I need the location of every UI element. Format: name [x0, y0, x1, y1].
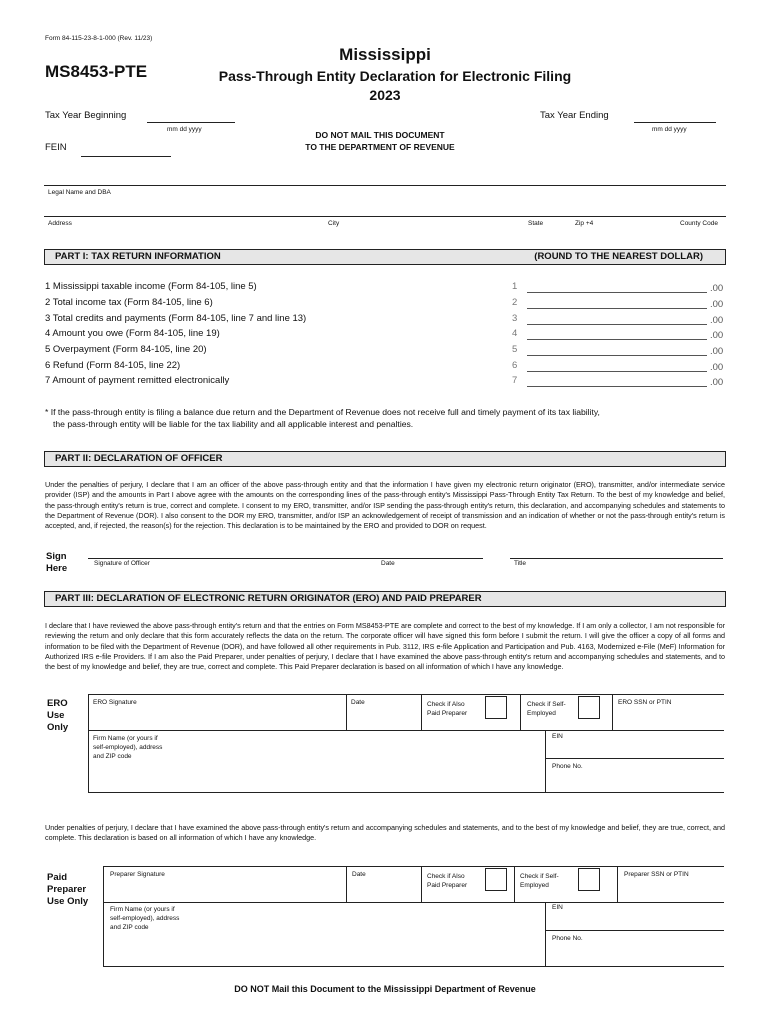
- preparer-declaration-text: Under penalties of perjury, I declare that I have examined the above pass-through entity's return and accompanying schedules and statements, and to the best of my knowledge and belief, they are true, correct, and complete. This declaration is based on all information of which I have any knowledge.: [45, 823, 725, 843]
- cents: .00: [710, 377, 724, 388]
- round-note: (ROUND TO THE NEAREST DOLLAR): [534, 251, 703, 262]
- state-title: Mississippi: [339, 45, 431, 64]
- line-number: 4: [512, 328, 518, 339]
- officer-signature-label: Signature of Officer: [94, 560, 150, 567]
- city-label: City: [328, 220, 340, 227]
- preparer-side-label-1: Paid: [47, 872, 68, 883]
- preparer-divider: [346, 866, 347, 902]
- ero-check-self-label-2: Employed: [527, 710, 556, 717]
- preparer-box-bottom: [103, 966, 724, 967]
- cents: .00: [710, 346, 724, 357]
- ero-also-paid-preparer-checkbox[interactable]: [485, 696, 507, 719]
- preparer-box-left: [103, 866, 104, 966]
- line-number: 6: [512, 360, 518, 371]
- line-number: 1: [512, 281, 518, 292]
- form-code: MS8453-PTE: [45, 62, 148, 81]
- line-label: 3 Total credits and payments (Form 84-105, line 7 and line 13): [45, 313, 307, 324]
- officer-signature-field[interactable]: [88, 558, 483, 559]
- ero-box-left: [88, 694, 89, 792]
- state-label: State: [528, 220, 544, 227]
- notice-line-2: TO THE DEPARTMENT OF REVENUE: [305, 142, 455, 152]
- ero-self-employed-checkbox[interactable]: [578, 696, 600, 719]
- preparer-phone-label: Phone No.: [552, 935, 583, 942]
- preparer-firm-label-1: Firm Name (or yours if: [110, 906, 175, 913]
- preparer-firm-label-3: and ZIP code: [110, 924, 149, 931]
- preparer-check-paid-label-2: Paid Preparer: [427, 882, 468, 889]
- ero-signature-label: ERO Signature: [93, 699, 137, 706]
- ero-declaration-text: I declare that I have reviewed the above pass-through entity's return and that the entries on Form MS8453-PTE are complete and correct to the best of my knowledge. If I am only a collector, I am not responsible for reviewing the return and only declare that this form accurately reflects the data on the return. The corporate officer will have signed this form before I submit the return. I will give the officer a copy of all forms and information to be filed with the Department of Revenue (DOR), and have followed all other requirements in Pub. 3112, IRS e-file Application and Participation and Pub. 4163, Modernized e-File (MeF) Information for Authorized IRS e-file Providers. If I am also the Paid Preparer, under penalties of perjury, I declare that I have examined the above pass-through entity's return and accompanying schedules and statements, and to the best of my knowledge and belief, they are true, correct and complete. This Paid Preparer declaration is based on all information of which I have any knowledge.: [45, 621, 725, 672]
- ero-date-label: Date: [351, 699, 365, 706]
- preparer-self-employed-checkbox[interactable]: [578, 868, 600, 891]
- line-label: 4 Amount you owe (Form 84-105, line 19): [45, 328, 220, 339]
- preparer-check-self-label-1: Check if Self-: [520, 873, 559, 880]
- form-number: Form 84-115-23-8-1-000 (Rev. 11/23): [45, 35, 153, 42]
- line-label: 1 Mississippi taxable income (Form 84-105, line 5): [45, 281, 257, 292]
- preparer-box-top: [103, 866, 724, 867]
- preparer-also-paid-checkbox[interactable]: [485, 868, 507, 891]
- part3-title: PART III: DECLARATION OF ELECTRONIC RETURN ORIGINATOR (ERO) AND PAID PREPARER: [55, 593, 482, 604]
- balance-due-note-1: * If the pass-through entity is filing a balance due return and the Department of Revenue does not receive full and timely payment of its tax liability,: [45, 407, 600, 417]
- tax-year-ending-label: Tax Year Ending: [540, 110, 609, 121]
- preparer-firm-label-2: self-employed), address: [110, 915, 180, 922]
- cents: .00: [710, 362, 724, 373]
- line-number: 3: [512, 313, 518, 324]
- preparer-ssn-label: Preparer SSN or PTIN: [624, 871, 689, 878]
- part2-title: PART II: DECLARATION OF OFFICER: [55, 453, 223, 464]
- county-label: County Code: [680, 220, 718, 227]
- line-label: 7 Amount of payment remitted electronically: [45, 375, 230, 386]
- ero-row-divider: [545, 758, 724, 759]
- tax-year: 2023: [369, 87, 401, 103]
- zip-label: Zip +4: [575, 220, 594, 227]
- ero-divider: [612, 694, 613, 730]
- fein-label: FEIN: [45, 142, 67, 153]
- officer-title-label: Title: [514, 560, 527, 567]
- fein-field[interactable]: [81, 156, 171, 157]
- ero-check-self-label-1: Check if Self-: [527, 701, 566, 708]
- part1-title: PART I: TAX RETURN INFORMATION: [55, 251, 221, 262]
- part3-header: [44, 591, 726, 607]
- preparer-signature-label: Preparer Signature: [110, 871, 165, 878]
- sign-label: Sign: [46, 551, 67, 562]
- cents: .00: [710, 330, 724, 341]
- preparer-row-divider: [545, 930, 724, 931]
- line-label: 2 Total income tax (Form 84-105, line 6): [45, 297, 213, 308]
- cents: .00: [710, 283, 724, 294]
- tax-year-beginning-label: Tax Year Beginning: [45, 110, 127, 121]
- preparer-date-label: Date: [352, 871, 366, 878]
- form-title: Pass-Through Entity Declaration for Electronic Filing: [218, 68, 572, 84]
- ero-box-bottom: [88, 792, 724, 793]
- amount-field[interactable]: [527, 292, 707, 293]
- tax-year-beginning-field[interactable]: [147, 122, 235, 123]
- ero-ssn-label: ERO SSN or PTIN: [618, 699, 672, 706]
- officer-declaration-text: Under the penalties of perjury, I declare that I am an officer of the above pass-through entity and that the information I have given my electronic return originator (ERO), transmitter, and/or intermediate service provider (ISP) and the amounts in Part I above agree with the amounts on the corresponding lines of the pass-through entity's Mississippi Pass-Through Entity Tax Return. To the best of my knowledge and belief, the pass-through entity's return is true, correct and complete. I consent to my ERO, transmitter, and/or ISP sending the pass-through entity's return, this declaration, and accompanying schedules and statements to the Department of Revenue (DOR). I also consent to the DOR my ERO, transmitter, and/or ISP an acknowledgement of receipt of transmission and an indication of whether or not the pass-through entity's return is accepted, and, if rejected, the reason(s) for the rejection. This declaration is to be maintained by the ERO and provided to DOR on request.: [45, 480, 725, 531]
- legal-name-field[interactable]: [44, 185, 726, 186]
- ero-check-paid-label-2: Paid Preparer: [427, 710, 468, 717]
- tax-year-ending-field[interactable]: [634, 122, 716, 123]
- cents: .00: [710, 315, 724, 326]
- cents: .00: [710, 299, 724, 310]
- officer-title-field[interactable]: [510, 558, 723, 559]
- amount-field[interactable]: [527, 355, 707, 356]
- ero-side-label-2: Use: [47, 710, 65, 721]
- part1-header: [44, 249, 726, 265]
- line-number: 2: [512, 297, 518, 308]
- amount-field[interactable]: [527, 339, 707, 340]
- address-field[interactable]: [44, 216, 726, 217]
- balance-due-note-2: the pass-through entity will be liable for the tax liability and all applicable interest and penalties.: [53, 419, 414, 429]
- date-format-begin: mm dd yyyy: [167, 126, 202, 133]
- amount-field[interactable]: [527, 371, 707, 372]
- officer-date-label: Date: [381, 560, 395, 567]
- ero-check-paid-label-1: Check if Also: [427, 701, 465, 708]
- preparer-divider: [617, 866, 618, 902]
- ero-divider: [421, 694, 422, 730]
- line-number: 7: [512, 375, 518, 386]
- ero-divider: [520, 694, 521, 730]
- amount-field[interactable]: [527, 308, 707, 309]
- footer-notice: DO NOT Mail this Document to the Mississippi Department of Revenue: [234, 984, 536, 994]
- ero-ein-label: EIN: [552, 733, 563, 740]
- ero-divider: [545, 730, 546, 792]
- line-number: 5: [512, 344, 518, 355]
- preparer-side-label-2: Preparer: [47, 884, 87, 895]
- preparer-divider: [545, 902, 546, 966]
- amount-field[interactable]: [527, 386, 707, 387]
- ero-box-top: [88, 694, 724, 695]
- line-label: 5 Overpayment (Form 84-105, line 20): [45, 344, 207, 355]
- ero-phone-label: Phone No.: [552, 763, 583, 770]
- legal-name-label: Legal Name and DBA: [48, 189, 111, 196]
- preparer-check-self-label-2: Employed: [520, 882, 549, 889]
- preparer-check-paid-label-1: Check if Also: [427, 873, 465, 880]
- line-label: 6 Refund (Form 84-105, line 22): [45, 360, 181, 371]
- ero-firm-label-1: Firm Name (or yours if: [93, 735, 158, 742]
- preparer-row-divider: [103, 902, 724, 903]
- here-label: Here: [46, 563, 68, 574]
- ero-divider: [346, 694, 347, 730]
- preparer-divider: [421, 866, 422, 902]
- ero-firm-label-2: self-employed), address: [93, 744, 163, 751]
- preparer-ein-label: EIN: [552, 904, 563, 911]
- ero-side-label-1: ERO: [47, 698, 68, 709]
- preparer-side-label-3: Use Only: [47, 896, 89, 907]
- date-format-end: mm dd yyyy: [652, 126, 687, 133]
- ero-row-divider: [88, 730, 724, 731]
- ero-side-label-3: Only: [47, 722, 69, 733]
- address-label: Address: [48, 220, 72, 227]
- notice-line-1: DO NOT MAIL THIS DOCUMENT: [315, 130, 445, 140]
- part2-header: [44, 451, 726, 467]
- preparer-divider: [514, 866, 515, 902]
- ero-firm-label-3: and ZIP code: [93, 753, 132, 760]
- amount-field[interactable]: [527, 324, 707, 325]
